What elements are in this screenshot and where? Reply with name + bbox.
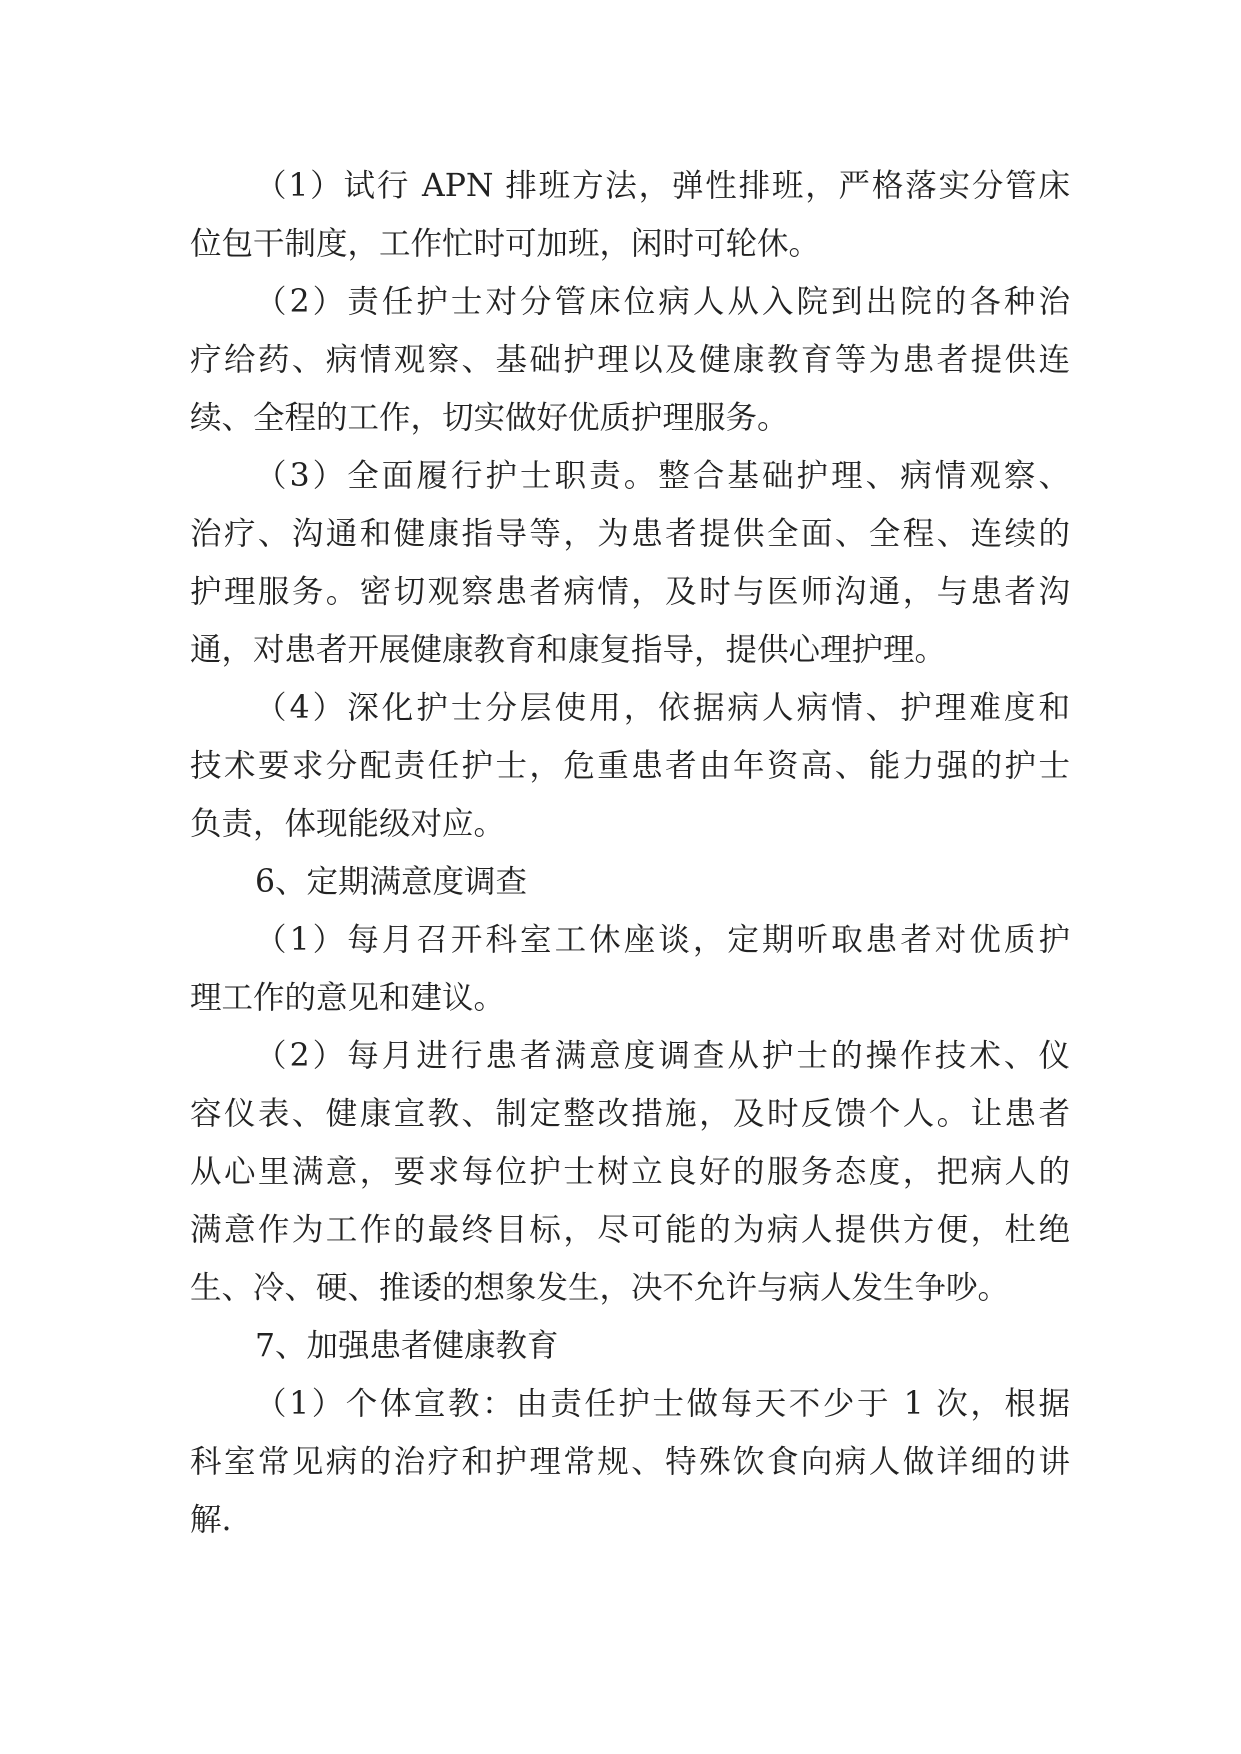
paragraph-line: 续、全程的工作，切实做好优质护理服务。 [190, 400, 789, 436]
paragraph-line: （4）深化护士分层使用，依据病人病情、护理难度和 [255, 690, 1070, 726]
section-heading: 7、加强患者健康教育 [255, 1328, 559, 1364]
paragraph-line: 容仪表、健康宣教、制定整改措施，及时反馈个人。让患者 [190, 1096, 1070, 1132]
paragraph-line: 通，对患者开展健康教育和康复指导，提供心理护理。 [190, 632, 947, 668]
paragraph-line: 满意作为工作的最终目标，尽可能的为病人提供方便，杜绝 [190, 1212, 1070, 1248]
paragraph-line: 技术要求分配责任护士，危重患者由年资高、能力强的护士 [190, 748, 1070, 784]
paragraph-line: 生、冷、硬、推诿的想象发生，决不允许与病人发生争吵。 [190, 1270, 1010, 1306]
paragraph-line: （2）责任护士对分管床位病人从入院到出院的各种治 [255, 284, 1070, 320]
paragraph-line: 治疗、沟通和健康指导等，为患者提供全面、全程、连续的 [190, 516, 1070, 552]
paragraph-line: （1）个体宣教：由责任护士做每天不少于 1 次，根据 [255, 1386, 1070, 1422]
section-heading: 6、定期满意度调查 [255, 864, 528, 900]
paragraph-line: 理工作的意见和建议。 [190, 980, 506, 1016]
paragraph-line: 解. [190, 1502, 232, 1538]
paragraph-line: 位包干制度，工作忙时可加班，闲时可轮休。 [190, 226, 821, 262]
paragraph-line: （2）每月进行患者满意度调查从护士的操作技术、仪 [255, 1038, 1070, 1074]
paragraph-line: 疗给药、病情观察、基础护理以及健康教育等为患者提供连 [190, 342, 1070, 378]
paragraph-line: （1）试行 APN 排班方法，弹性排班，严格落实分管床 [255, 168, 1070, 204]
paragraph-line: （3）全面履行护士职责。整合基础护理、病情观察、 [255, 458, 1070, 494]
paragraph-line: 科室常见病的治疗和护理常规、特殊饮食向病人做详细的讲 [190, 1444, 1070, 1480]
paragraph-line: （1）每月召开科室工休座谈，定期听取患者对优质护 [255, 922, 1070, 958]
paragraph-line: 负责，体现能级对应。 [190, 806, 506, 842]
paragraph-line: 护理服务。密切观察患者病情，及时与医师沟通，与患者沟 [190, 574, 1070, 610]
paragraph-line: 从心里满意，要求每位护士树立良好的服务态度，把病人的 [190, 1154, 1070, 1190]
